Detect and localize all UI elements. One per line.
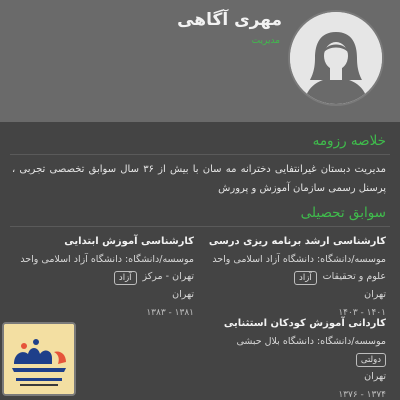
education-divider — [10, 226, 390, 227]
education-dates: ۱۳۷۴ - ۱۳۷۶ — [338, 390, 386, 400]
avatar — [290, 12, 382, 104]
education-degree: کارشناسی آموزش ابتدایی — [64, 236, 194, 247]
mahsan-logo-mark — [4, 324, 74, 394]
education-city: تهران — [364, 371, 386, 382]
education-badge: آزاد — [294, 271, 317, 285]
education-item — [206, 318, 386, 400]
education-degree: کارشناسی ارشد برنامه ریزی درسی — [208, 236, 386, 247]
education-item — [206, 236, 386, 318]
education-dates: ۱۴۰۱ - ۱۴۰۳ — [338, 308, 386, 318]
education-badge: دولتی — [356, 353, 386, 367]
education-location-row — [14, 271, 194, 285]
profile-name: مهری آگاهی — [177, 10, 282, 30]
education-item — [14, 236, 194, 318]
profile-header — [0, 0, 400, 122]
education-location-row — [206, 271, 386, 285]
education-title: سوابق تحصیلی — [300, 205, 386, 221]
education-badge-row — [206, 353, 386, 367]
education-city: تهران — [364, 289, 386, 300]
education-location: علوم و تحقیقات — [322, 271, 386, 282]
summary-divider — [10, 154, 390, 155]
user-silhouette-icon — [290, 12, 382, 104]
education-institution: موسسه/دانشگاه: دانشگاه بلال حبشی — [236, 336, 386, 347]
education-location: تهران - مرکز — [142, 271, 194, 282]
summary-title: خلاصه رزومه — [312, 133, 386, 149]
education-institution: موسسه/دانشگاه: دانشگاه آزاد اسلامی واحد — [20, 254, 194, 265]
education-dates: ۱۳۸۱ - ۱۳۸۳ — [146, 308, 194, 318]
profile-role: مدیریت — [251, 36, 280, 46]
education-degree: کاردانی آموزش کودکان استثنایی — [223, 318, 386, 329]
education-badge: آزاد — [114, 271, 137, 285]
summary-text: مدیریت دبستان غیرانتفایی دخترانه مه سان با بیش از ۳۶ سال سوابق تخصصی تجربی ، پرسنل رسمی سازمان آموزش و پرورش — [12, 164, 386, 194]
mahsan-logo — [2, 322, 76, 396]
education-institution: موسسه/دانشگاه: دانشگاه آزاد اسلامی واحد — [212, 254, 386, 265]
education-city: تهران — [172, 289, 194, 300]
